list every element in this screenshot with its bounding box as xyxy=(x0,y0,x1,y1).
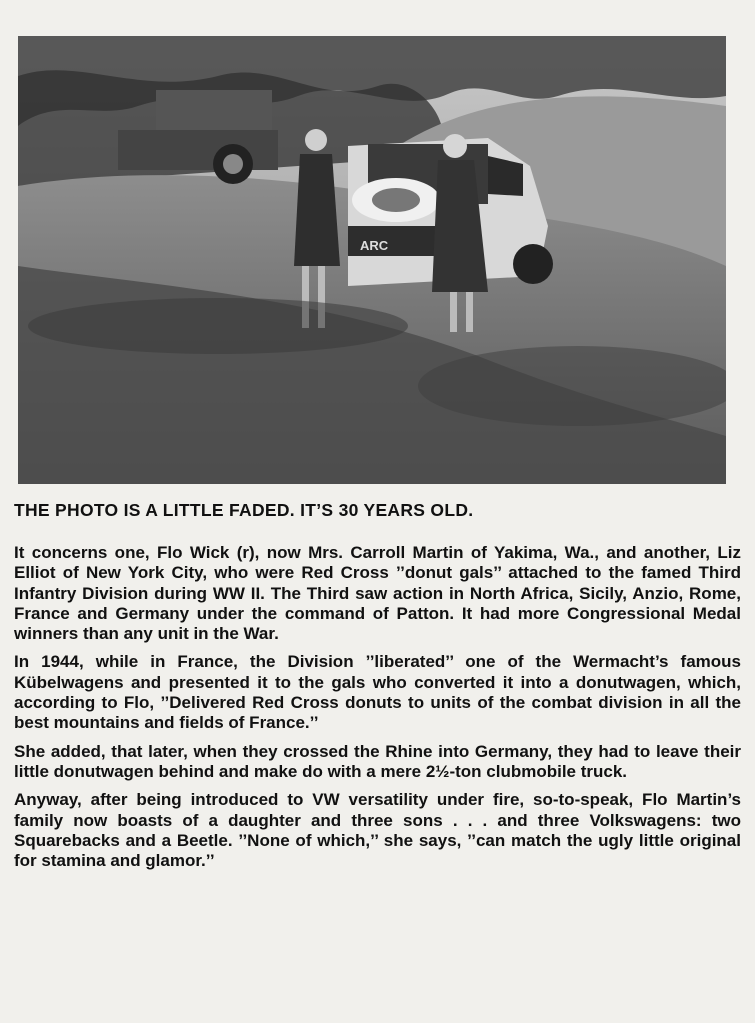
headline: THE PHOTO IS A LITTLE FADED. IT’S 30 YEARS OLD. xyxy=(14,500,474,520)
paragraph: In 1944, while in France, the Division ’’liberated’’ one of the Wermacht’s famous Kübelwagens and presented it to the gals who converted it into a donutwagen, which, according to Flo, ’’Delivered Red Cross donuts to units of the combat division in all the best mountains and fields of France.’’ xyxy=(14,652,741,733)
paragraph: She added, that later, when they crossed the Rhine into Germany, they had to leave their little donutwagen behind and make do with a mere 2½-ton clubmobile truck. xyxy=(14,741,741,781)
paragraph: It concerns one, Flo Wick (r), now Mrs. Carroll Martin of Yakima, Wa., and another, Liz Elliot of New York City, who were Red Cross ’’donut gals’’ attached to the famed Third Infantry Division during WW II. The Third saw action in North Africa, Sicily, Anzio, Rome, France and Germany under the command of Patton. It had more Congressional Medal winners than any unit in the War. xyxy=(14,543,741,644)
vehicle-plate: ARC xyxy=(360,238,389,253)
paragraph: Anyway, after being introduced to VW versatility under fire, so-to-speak, Flo Martin’s family now boasts of a daughter and three sons . . . and three Volkswagens: two Squarebacks and a Beetle. ’’None of which,’’ she says, ’’can match the ugly little original for stamina and glamor.’’ xyxy=(14,790,741,871)
article-body xyxy=(14,543,741,879)
photo-illustration xyxy=(18,36,726,484)
historic-photo xyxy=(18,36,726,484)
